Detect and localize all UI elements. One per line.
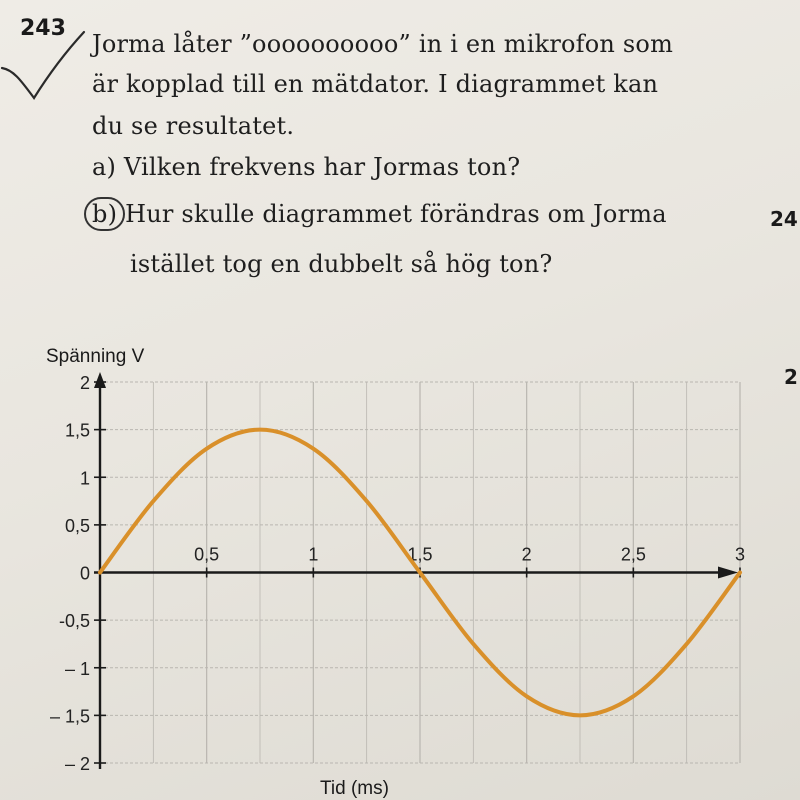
y-tick-label: 1 (79, 468, 90, 489)
y-tick-label: 0 (79, 563, 90, 584)
x-tick-label: 2 (521, 544, 532, 565)
problem-line-2: är kopplad till en mätdator. I diagrammet kan (92, 70, 659, 98)
y-tick-label: – 1,5 (49, 706, 90, 727)
y-tick-label: 1,5 (64, 420, 90, 441)
problem-number: 243 (20, 16, 66, 41)
problem-line-1: Jorma låter ”oooooooooo” in i en mikrofon som (92, 30, 674, 58)
y-tick-label: 2 (79, 373, 90, 393)
y-tick-label: – 2 (64, 754, 90, 774)
x-tick-label: 3 (734, 544, 746, 565)
y-axis-label: Spänning V (46, 346, 145, 367)
next-problem-number: 24 (770, 207, 798, 231)
x-tick-label: 2,5 (620, 544, 646, 565)
next-problem-number-2: 2 (784, 365, 798, 389)
y-tick-label: -0,5 (58, 611, 90, 632)
part-b-question-line-1: Hur skulle diagrammet förändras om Jorma (125, 200, 667, 228)
part-b-question-line-2: istället tog en dubbelt så hög ton? (130, 250, 553, 278)
part-b-row (92, 197, 667, 231)
part-a-question: a) Vilken frekvens har Jormas ton? (92, 153, 521, 181)
y-tick-label: – 1 (64, 658, 90, 679)
part-b-label: b) (84, 197, 125, 231)
x-tick-label: 1 (308, 544, 319, 565)
y-axis-arrow (94, 372, 106, 388)
x-axis-label: Tid (ms) (320, 778, 389, 799)
x-tick-label: 0,5 (194, 544, 220, 565)
y-tick-label: 0,5 (64, 515, 90, 536)
voltage-time-chart (0, 330, 800, 800)
problem-line-3: du se resultatet. (92, 112, 295, 140)
x-tick-label: 1,5 (407, 544, 433, 565)
